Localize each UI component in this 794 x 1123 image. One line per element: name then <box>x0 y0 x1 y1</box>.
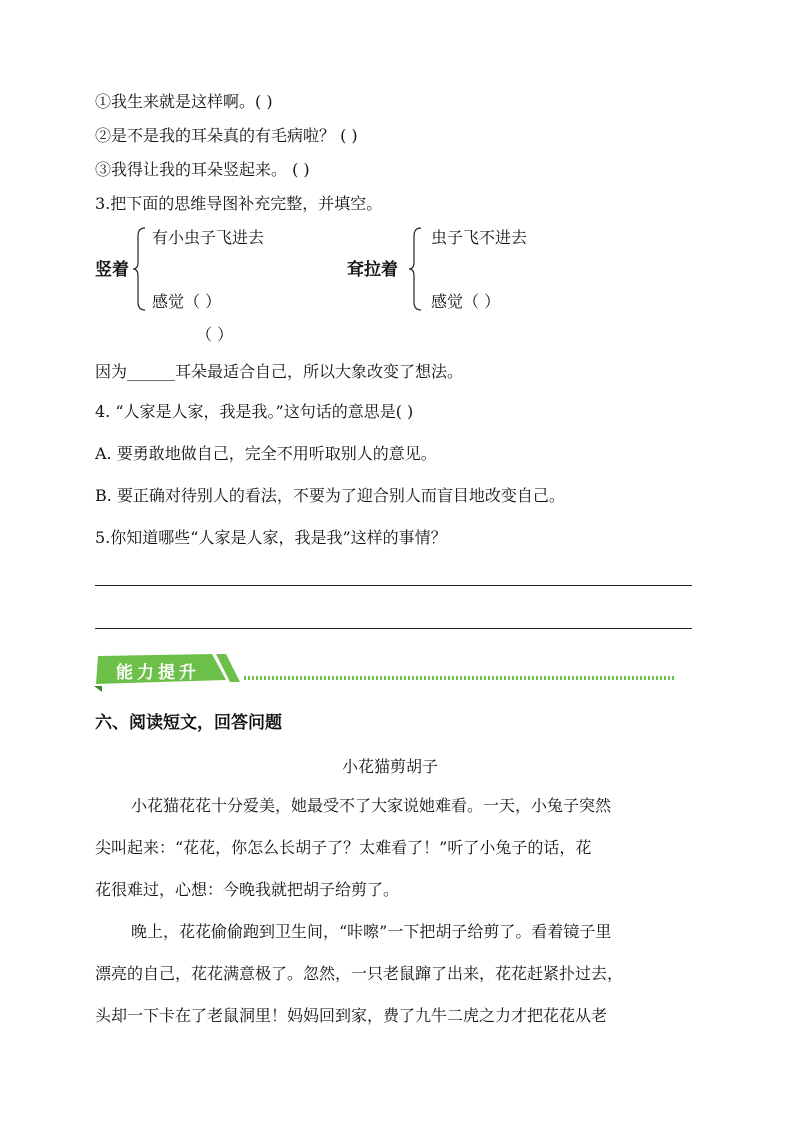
section-banner <box>94 650 679 692</box>
q2-item-1: ①我生来就是这样啊。( ) <box>95 92 273 111</box>
story-p2-line-1: 晚上，花花偷偷跑到卫生间，“咔嚓”一下把胡子给剪了。看着镜子里 <box>131 922 612 941</box>
answer-line-1[interactable] <box>95 585 692 586</box>
q4-title: 4. “人家是人家，我是我。”这句话的意思是( ) <box>95 402 414 421</box>
mindmap-right-branch-2: 感觉（ ） <box>431 292 501 311</box>
story-p2-line-3: 头却一下卡在了老鼠洞里！妈妈回到家，费了九牛二虎之力才把花花从老 <box>95 1006 608 1025</box>
mindmap-right-branch-1: 虫子飞不进去 <box>431 228 528 247</box>
banner-label: 能力提升 <box>116 663 200 683</box>
left-brace-icon <box>132 226 146 312</box>
right-brace-icon <box>408 226 422 312</box>
mindmap-left-branch-3: （ ） <box>196 325 234 344</box>
mindmap-right-root: 耷拉着 <box>347 260 398 280</box>
q5-title: 5.你知道哪些“人家是人家，我是我”这样的事情？ <box>95 528 447 547</box>
q4-option-a: A. 要勇敢地做自己，完全不用听取别人的意见。 <box>95 444 437 463</box>
q2-item-3: ③我得让我的耳朵竖起来。 ( ) <box>95 160 310 179</box>
q4-option-b: B. 要正确对待别人的看法，不要为了迎合别人而盲目地改变自己。 <box>95 486 565 505</box>
mindmap-left-branch-2: 感觉（ ） <box>152 292 222 311</box>
story-p2-line-2: 漂亮的自己，花花满意极了。忽然，一只老鼠蹿了出来，花花赶紧扑过去， <box>95 964 624 983</box>
story-p1-line-2: 尖叫起来：“花花，你怎么长胡子了？太难看了！”听了小兔子的话，花 <box>95 838 592 857</box>
mindmap-left-root: 竖着 <box>95 260 129 280</box>
section6-heading: 六、阅读短文，回答问题 <box>95 713 282 733</box>
q3-fill-sentence: 因为______耳朵最适合自己，所以大象改变了想法。 <box>95 362 464 381</box>
answer-line-2[interactable] <box>95 628 692 629</box>
q3-title: 3.把下面的思维导图补充完整，并填空。 <box>95 194 383 213</box>
story-p1-line-3: 花很难过，心想：今晚我就把胡子给剪了。 <box>95 880 400 899</box>
q2-item-2: ②是不是我的耳朵真的有毛病啦？ ( ) <box>95 126 358 145</box>
story-p1-line-1: 小花猫花花十分爱美，她最受不了大家说她难看。一天，小兔子突然 <box>131 796 612 815</box>
mindmap-left-branch-1: 有小虫子飞进去 <box>152 228 265 247</box>
story-title: 小花猫剪胡子 <box>342 757 439 776</box>
